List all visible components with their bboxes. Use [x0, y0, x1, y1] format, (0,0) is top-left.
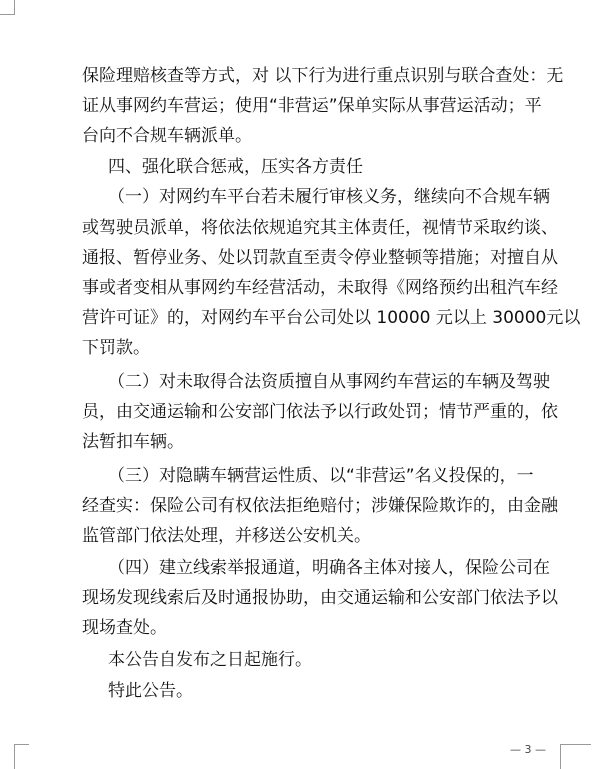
- crop-mark-bottom-left: [14, 744, 29, 769]
- text-line: 通报、暂停业务、处以罚款直至责令停业整顿等措施；对擅自从: [82, 248, 558, 268]
- section-heading: 四、强化联合惩戒，压实各方责任: [108, 157, 363, 177]
- crop-mark-top-left: [0, 0, 15, 15]
- text-line: 现场查处。: [82, 618, 167, 638]
- crop-mark-bottom-right: [560, 744, 591, 769]
- text-line: 下罚款。: [82, 338, 150, 358]
- text-line: 法暂扣车辆。: [82, 432, 184, 452]
- text-line: 证从事网约车营运；使用“非营运”保单实际从事营运活动；平: [82, 96, 542, 116]
- text-line: 员，由交通运输和公安部门依法予以行政处罚；情节严重的，依: [82, 402, 558, 422]
- text-line: 现场发现线索后及时通报协助，由交通运输和公安部门依法予以: [82, 588, 558, 608]
- text-line: 台向不合规车辆派单。: [82, 126, 252, 146]
- text-line: （二）对未取得合法资质擅自从事网约车营运的车辆及驾驶: [108, 372, 550, 392]
- text-line: （三）对隐瞒车辆营运性质、以“非营运”名义投保的，一: [108, 466, 534, 486]
- page-number: — 3 —: [510, 743, 546, 756]
- text-line: 或驾驶员派单，将依法依规追究其主体责任，视情节采取约谈、: [82, 218, 558, 238]
- text-line: 营许可证》的，对网约车平台公司处以 10000 元以上 30000元以: [82, 308, 581, 328]
- text-line: （四）建立线索举报通道，明确各主体对接人，保险公司在: [108, 558, 550, 578]
- text-line: 事或者变相从事网约车经营活动，未取得《网络预约出租汽车经: [82, 278, 558, 298]
- text-line: 经查实：保险公司有权依法拒绝赔付；涉嫌保险欺诈的，由金融: [82, 496, 558, 516]
- text-line: 保险理赔核查等方式，对 以下行为进行重点识别与联合查处：无: [82, 66, 564, 86]
- text-line: 本公告自发布之日起施行。: [108, 650, 312, 670]
- text-line: 特此公告。: [108, 681, 193, 701]
- text-line: （一）对网约车平台若未履行审核义务，继续向不合规车辆: [108, 187, 550, 207]
- text-line: 监管部门依法处理，并移送公安机关。: [82, 526, 371, 546]
